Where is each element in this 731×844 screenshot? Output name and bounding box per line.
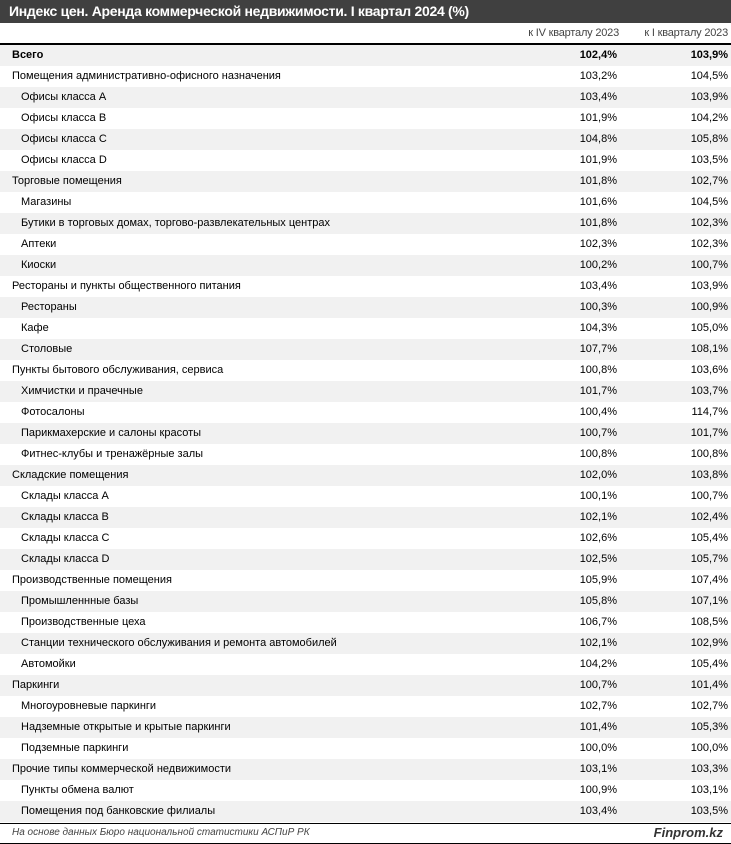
table-row [0,423,731,444]
row-label: Прочие типы коммерческой недвижимости [12,763,232,775]
table-row [0,360,731,381]
value-vs-q4-2023: 100,7% [579,679,617,691]
value-vs-q4-2023: 105,9% [579,574,617,586]
value-vs-q4-2023: 100,9% [579,784,617,796]
table-body [0,45,731,822]
table-row [0,486,731,507]
table-row [0,108,731,129]
table-row [0,339,731,360]
value-vs-q4-2023: 100,3% [579,301,617,313]
value-vs-q4-2023: 106,7% [579,616,617,628]
table-row [0,66,731,87]
value-vs-q1-2023: 103,9% [690,49,728,61]
table-row [0,549,731,570]
value-vs-q1-2023: 100,9% [690,301,728,313]
value-vs-q1-2023: 103,6% [690,364,728,376]
table-row [0,717,731,738]
value-vs-q1-2023: 103,8% [690,469,728,481]
row-label: Многоуровневые паркинги [21,700,157,712]
row-label: Склады класса D [21,553,110,565]
value-vs-q4-2023: 101,9% [579,112,617,124]
table-row [0,171,731,192]
table-row [0,234,731,255]
row-label: Кафе [21,322,49,334]
row-label: Склады класса C [21,532,110,544]
value-vs-q1-2023: 102,7% [690,700,728,712]
value-vs-q1-2023: 104,2% [690,112,728,124]
table-row [0,612,731,633]
value-vs-q4-2023: 102,1% [579,511,617,523]
table-row [0,213,731,234]
value-vs-q4-2023: 101,8% [579,175,617,187]
value-vs-q1-2023: 105,4% [690,658,728,670]
row-label: Фотосалоны [21,406,85,418]
table-row [0,318,731,339]
value-vs-q4-2023: 100,8% [579,448,617,460]
value-vs-q4-2023: 103,4% [579,805,617,817]
row-label: Всего [12,49,44,61]
value-vs-q4-2023: 102,1% [579,637,617,649]
value-vs-q1-2023: 103,7% [690,385,728,397]
value-vs-q4-2023: 100,2% [579,259,617,271]
row-label: Производственные помещения [12,574,172,586]
row-label: Парикмахерские и салоны красоты [21,427,202,439]
value-vs-q1-2023: 103,3% [690,763,728,775]
table-row [0,759,731,780]
value-vs-q1-2023: 101,7% [690,427,728,439]
value-vs-q1-2023: 105,0% [690,322,728,334]
value-vs-q4-2023: 103,2% [579,70,617,82]
table-row [0,696,731,717]
row-label: Офисы класса C [21,133,107,145]
value-vs-q4-2023: 101,8% [579,217,617,229]
value-vs-q4-2023: 100,7% [579,427,617,439]
value-vs-q1-2023: 100,7% [690,259,728,271]
value-vs-q4-2023: 104,2% [579,658,617,670]
row-label: Офисы класса B [21,112,107,124]
value-vs-q1-2023: 102,3% [690,217,728,229]
row-label: Станции технического обслуживания и ремонта автомобилей [21,637,337,649]
value-vs-q4-2023: 101,6% [579,196,617,208]
row-label: Надземные открытые и крытые паркинги [21,721,231,733]
value-vs-q1-2023: 102,9% [690,637,728,649]
value-vs-q4-2023: 100,4% [579,406,617,418]
value-vs-q1-2023: 102,4% [690,511,728,523]
row-label: Складские помещения [12,469,129,481]
table-row [0,150,731,171]
row-label: Склады класса B [21,511,109,523]
value-vs-q4-2023: 105,8% [579,595,617,607]
table-row [0,297,731,318]
value-vs-q4-2023: 101,7% [579,385,617,397]
row-label: Рестораны [21,301,77,313]
value-vs-q1-2023: 103,5% [690,154,728,166]
value-vs-q4-2023: 102,6% [579,532,617,544]
value-vs-q1-2023: 100,0% [690,742,728,754]
table-row [0,528,731,549]
row-label: Помещения под банковские филиалы [21,805,216,817]
value-vs-q1-2023: 103,9% [690,91,728,103]
value-vs-q4-2023: 103,1% [579,763,617,775]
value-vs-q4-2023: 102,5% [579,553,617,565]
brand-logo: Finprom.kz [653,825,723,840]
row-label: Офисы класса A [21,91,107,103]
row-label: Торговые помещения [12,175,122,187]
value-vs-q4-2023: 103,4% [579,280,617,292]
row-label: Производственные цеха [21,616,146,628]
row-label: Автомойки [21,658,76,670]
table-row [0,801,731,822]
table-row [0,507,731,528]
value-vs-q4-2023: 102,4% [579,49,617,61]
value-vs-q1-2023: 105,7% [690,553,728,565]
value-vs-q4-2023: 101,9% [579,154,617,166]
value-vs-q4-2023: 104,8% [579,133,617,145]
value-vs-q1-2023: 105,3% [690,721,728,733]
value-vs-q4-2023: 107,7% [579,343,617,355]
table-row [0,444,731,465]
value-vs-q1-2023: 103,5% [690,805,728,817]
value-vs-q4-2023: 102,3% [579,238,617,250]
row-label: Паркинги [12,679,60,691]
value-vs-q1-2023: 102,7% [690,175,728,187]
table-row [0,738,731,759]
value-vs-q1-2023: 105,8% [690,133,728,145]
value-vs-q4-2023: 102,0% [579,469,617,481]
row-label: Подземные паркинги [21,742,129,754]
table-row [0,654,731,675]
row-label: Пункты обмена валют [21,784,134,796]
value-vs-q1-2023: 104,5% [690,70,728,82]
value-vs-q1-2023: 100,8% [690,448,728,460]
value-vs-q4-2023: 104,3% [579,322,617,334]
table-row [0,402,731,423]
value-vs-q4-2023: 103,4% [579,91,617,103]
table-row [0,276,731,297]
row-label: Рестораны и пункты общественного питания [12,280,241,292]
table-row [0,87,731,108]
row-label: Офисы класса D [21,154,107,166]
value-vs-q1-2023: 108,5% [690,616,728,628]
table-row [0,675,731,696]
value-vs-q4-2023: 100,8% [579,364,617,376]
value-vs-q4-2023: 102,7% [579,700,617,712]
row-label: Химчистки и прачечные [21,385,143,397]
table-row [0,129,731,150]
row-label: Бутики в торговых домах, торгово-развлекательных центрах [21,217,330,229]
row-label: Пункты бытового обслуживания, сервиса [12,364,224,376]
value-vs-q1-2023: 107,4% [690,574,728,586]
value-vs-q4-2023: 100,1% [579,490,617,502]
value-vs-q1-2023: 105,4% [690,532,728,544]
column-header-vs-q1-2023: к I кварталу 2023 [644,27,728,39]
row-label: Магазины [21,196,72,208]
table-row [0,465,731,486]
row-label: Помещения административно-офисного назначения [12,70,281,82]
table-row [0,591,731,612]
table-row [0,381,731,402]
value-vs-q1-2023: 103,1% [690,784,728,796]
row-label: Аптеки [21,238,57,250]
row-label: Фитнес-клубы и тренажёрные залы [21,448,204,460]
value-vs-q1-2023: 104,5% [690,196,728,208]
table-row [0,570,731,591]
table-row [0,192,731,213]
table-row [0,780,731,801]
row-label: Столовые [21,343,73,355]
source-note: На основе данных Бюро национальной статистики АСПиР РК [12,827,310,838]
value-vs-q1-2023: 100,7% [690,490,728,502]
table-row [0,633,731,654]
row-label: Склады класса A [21,490,109,502]
footer [0,823,731,844]
table-row [0,45,731,66]
row-label: Промышленнные базы [21,595,139,607]
table-row [0,255,731,276]
value-vs-q1-2023: 102,3% [690,238,728,250]
column-header-vs-q4-2023: к IV кварталу 2023 [528,27,619,39]
value-vs-q4-2023: 101,4% [579,721,617,733]
value-vs-q1-2023: 107,1% [690,595,728,607]
table-title: Индекс цен. Аренда коммерческой недвижимости. I квартал 2024 (%) [0,0,731,23]
value-vs-q4-2023: 100,0% [579,742,617,754]
value-vs-q1-2023: 101,4% [690,679,728,691]
column-header-row [0,23,731,45]
value-vs-q1-2023: 114,7% [691,406,728,418]
value-vs-q1-2023: 108,1% [690,343,728,355]
value-vs-q1-2023: 103,9% [690,280,728,292]
row-label: Киоски [21,259,57,271]
